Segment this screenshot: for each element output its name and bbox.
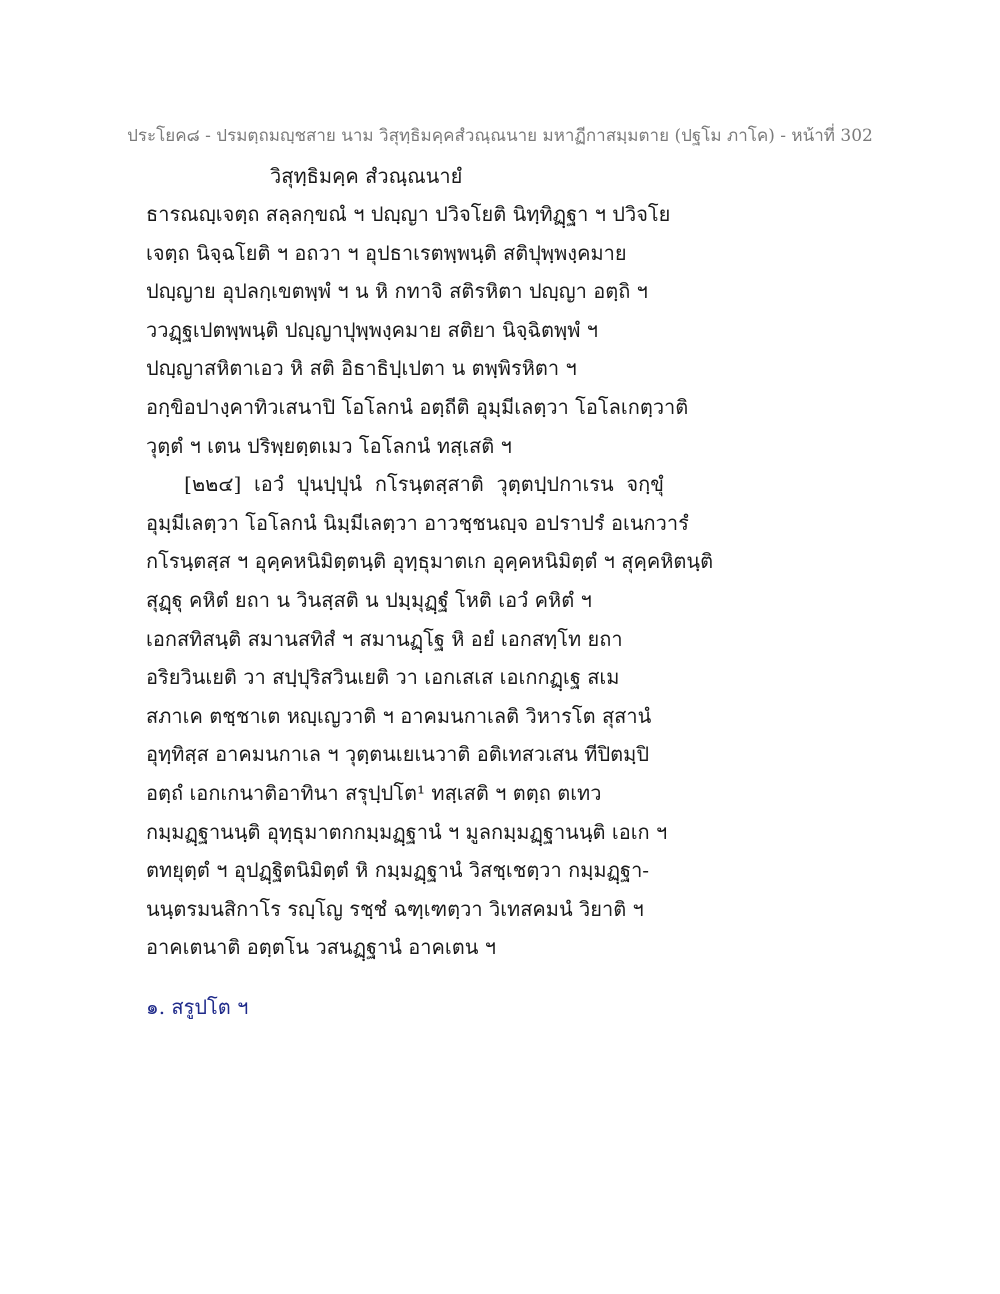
text-line: ธารณญฺเจตฺถ สลฺลกฺขณํ ฯ ปญฺญา ปวิจโยติ นิทฺทิฏฺฐา ฯ ปวิจโย [146, 202, 671, 226]
text-line: อกฺขิอปางฺคาทิวเสนาปิ โอโลกนํ อตฺถีติ อุมฺมีเลตฺวา โอโลเกตฺวาติ [146, 394, 689, 419]
text-line: นนฺตรมนสิกาโร รญฺโญ รชฺชํ ฉฑฺเฑตฺวา วิเทสคมนํ วิยาติ ฯ [146, 896, 644, 921]
text-line: สภาเค ตชฺชาเต หญฺเญวาติ ฯ อาคมนกาเลติ วิหารโต สุสานํ [146, 703, 652, 728]
text-line: อาคเตนาติ อตฺตโน วสนฏฺฐานํ อาคเตน ฯ [146, 935, 496, 960]
text-line: อุทฺทิสฺส อาคมนกาเล ฯ วุตฺตนเยเนวาติ อติเทสวเสน ทีปิตมฺปิ [146, 742, 650, 767]
text-line: [๒๒๔] เอวํ ปุนปฺปุนํ กโรนฺตสฺสาติ วุตฺตปฺปกาเรน จกฺขุํ [146, 472, 664, 497]
text-line: ววฏฺฐเปตพฺพนฺติ ปญฺญาปุพฺพงฺคมาย สติยา นิจฺฉิตพฺพํ ฯ [146, 317, 598, 342]
text-line: เจตฺถ นิจฺฉโยติ ฯ อถวา ฯ อุปธาเรตพฺพนฺติ สติปุพฺพงฺคมาย [146, 240, 627, 265]
text-line: กมฺมฏฺฐานนฺติ อุทฺธุมาตกกมฺมฏฺฐานํ ฯ มูลกมฺมฏฺฐานนฺติ เอเก ฯ [146, 819, 668, 844]
footnote: ๑. สรูปโต ฯ [146, 995, 249, 1019]
text-line: วุตฺตํ ฯ เตน ปริพฺยตฺตเมว โอโลกนํ ทสฺเสติ ฯ [146, 433, 512, 458]
text-line: กโรนฺตสฺส ฯ อุคฺคหนิมิตฺตนฺติ อุทฺธุมาตเก อุคฺคหนิมิตฺตํ ฯ สุคฺคหิตนฺติ [146, 549, 714, 574]
text-line: อุมฺมีเลตฺวา โอโลกนํ นิมฺมีเลตฺวา อาวชฺชนญฺจ อปราปรํ อเนกวารํ [146, 510, 689, 535]
text-line: ปญฺญาย อุปลกฺเขตพฺพํ ฯ น หิ กทาจิ สติรหิตา ปญฺญา อตฺถิ ฯ [146, 279, 648, 304]
text-line: อริยวินเยติ วา สปฺปุริสวินเยติ วา เอกเสเส เอเกกฏฺเฐ สเม [146, 665, 620, 690]
text-line: ปญฺญาสหิตาเอว หิ สติ อิธาธิปฺเปตา น ตพฺพิรหิตา ฯ [146, 356, 577, 381]
section-title: วิสุทฺธิมคฺค สํวณฺณนายํ [270, 164, 463, 188]
text-line: เอกสทิสนฺติ สมานสทิสํ ฯ สมานฏฺโฐ หิ อยํ เอกสทฺโท ยถา [146, 626, 623, 651]
text-line: อตฺถํ เอกเกนาติอาทินา สรุปฺปโต¹ ทสฺเสติ ฯ ตตฺถ ตเทว [146, 780, 602, 805]
body-text [146, 197, 866, 969]
text-line: สุฏฺฐุ คหิตํ ยถา น วินสฺสติ น ปมฺมุฏฺฐํ โหติ เอวํ คหิตํ ฯ [146, 587, 592, 612]
text-line: ตทยุตฺตํ ฯ อุปฏฺฐิตนิมิตฺตํ หิ กมฺมฏฺฐานํ วิสชฺเชตฺวา กมฺมฏฺฐา- [146, 858, 650, 883]
page-header: ประโยค๘ - ปรมตฺถมญฺชสาย นาม วิสุทฺธิมคฺคสํวณฺณนาย มหาฏีกาสมฺมตาย (ปฐโม ภาโค) - หน้าที่ 302 [127, 126, 873, 146]
